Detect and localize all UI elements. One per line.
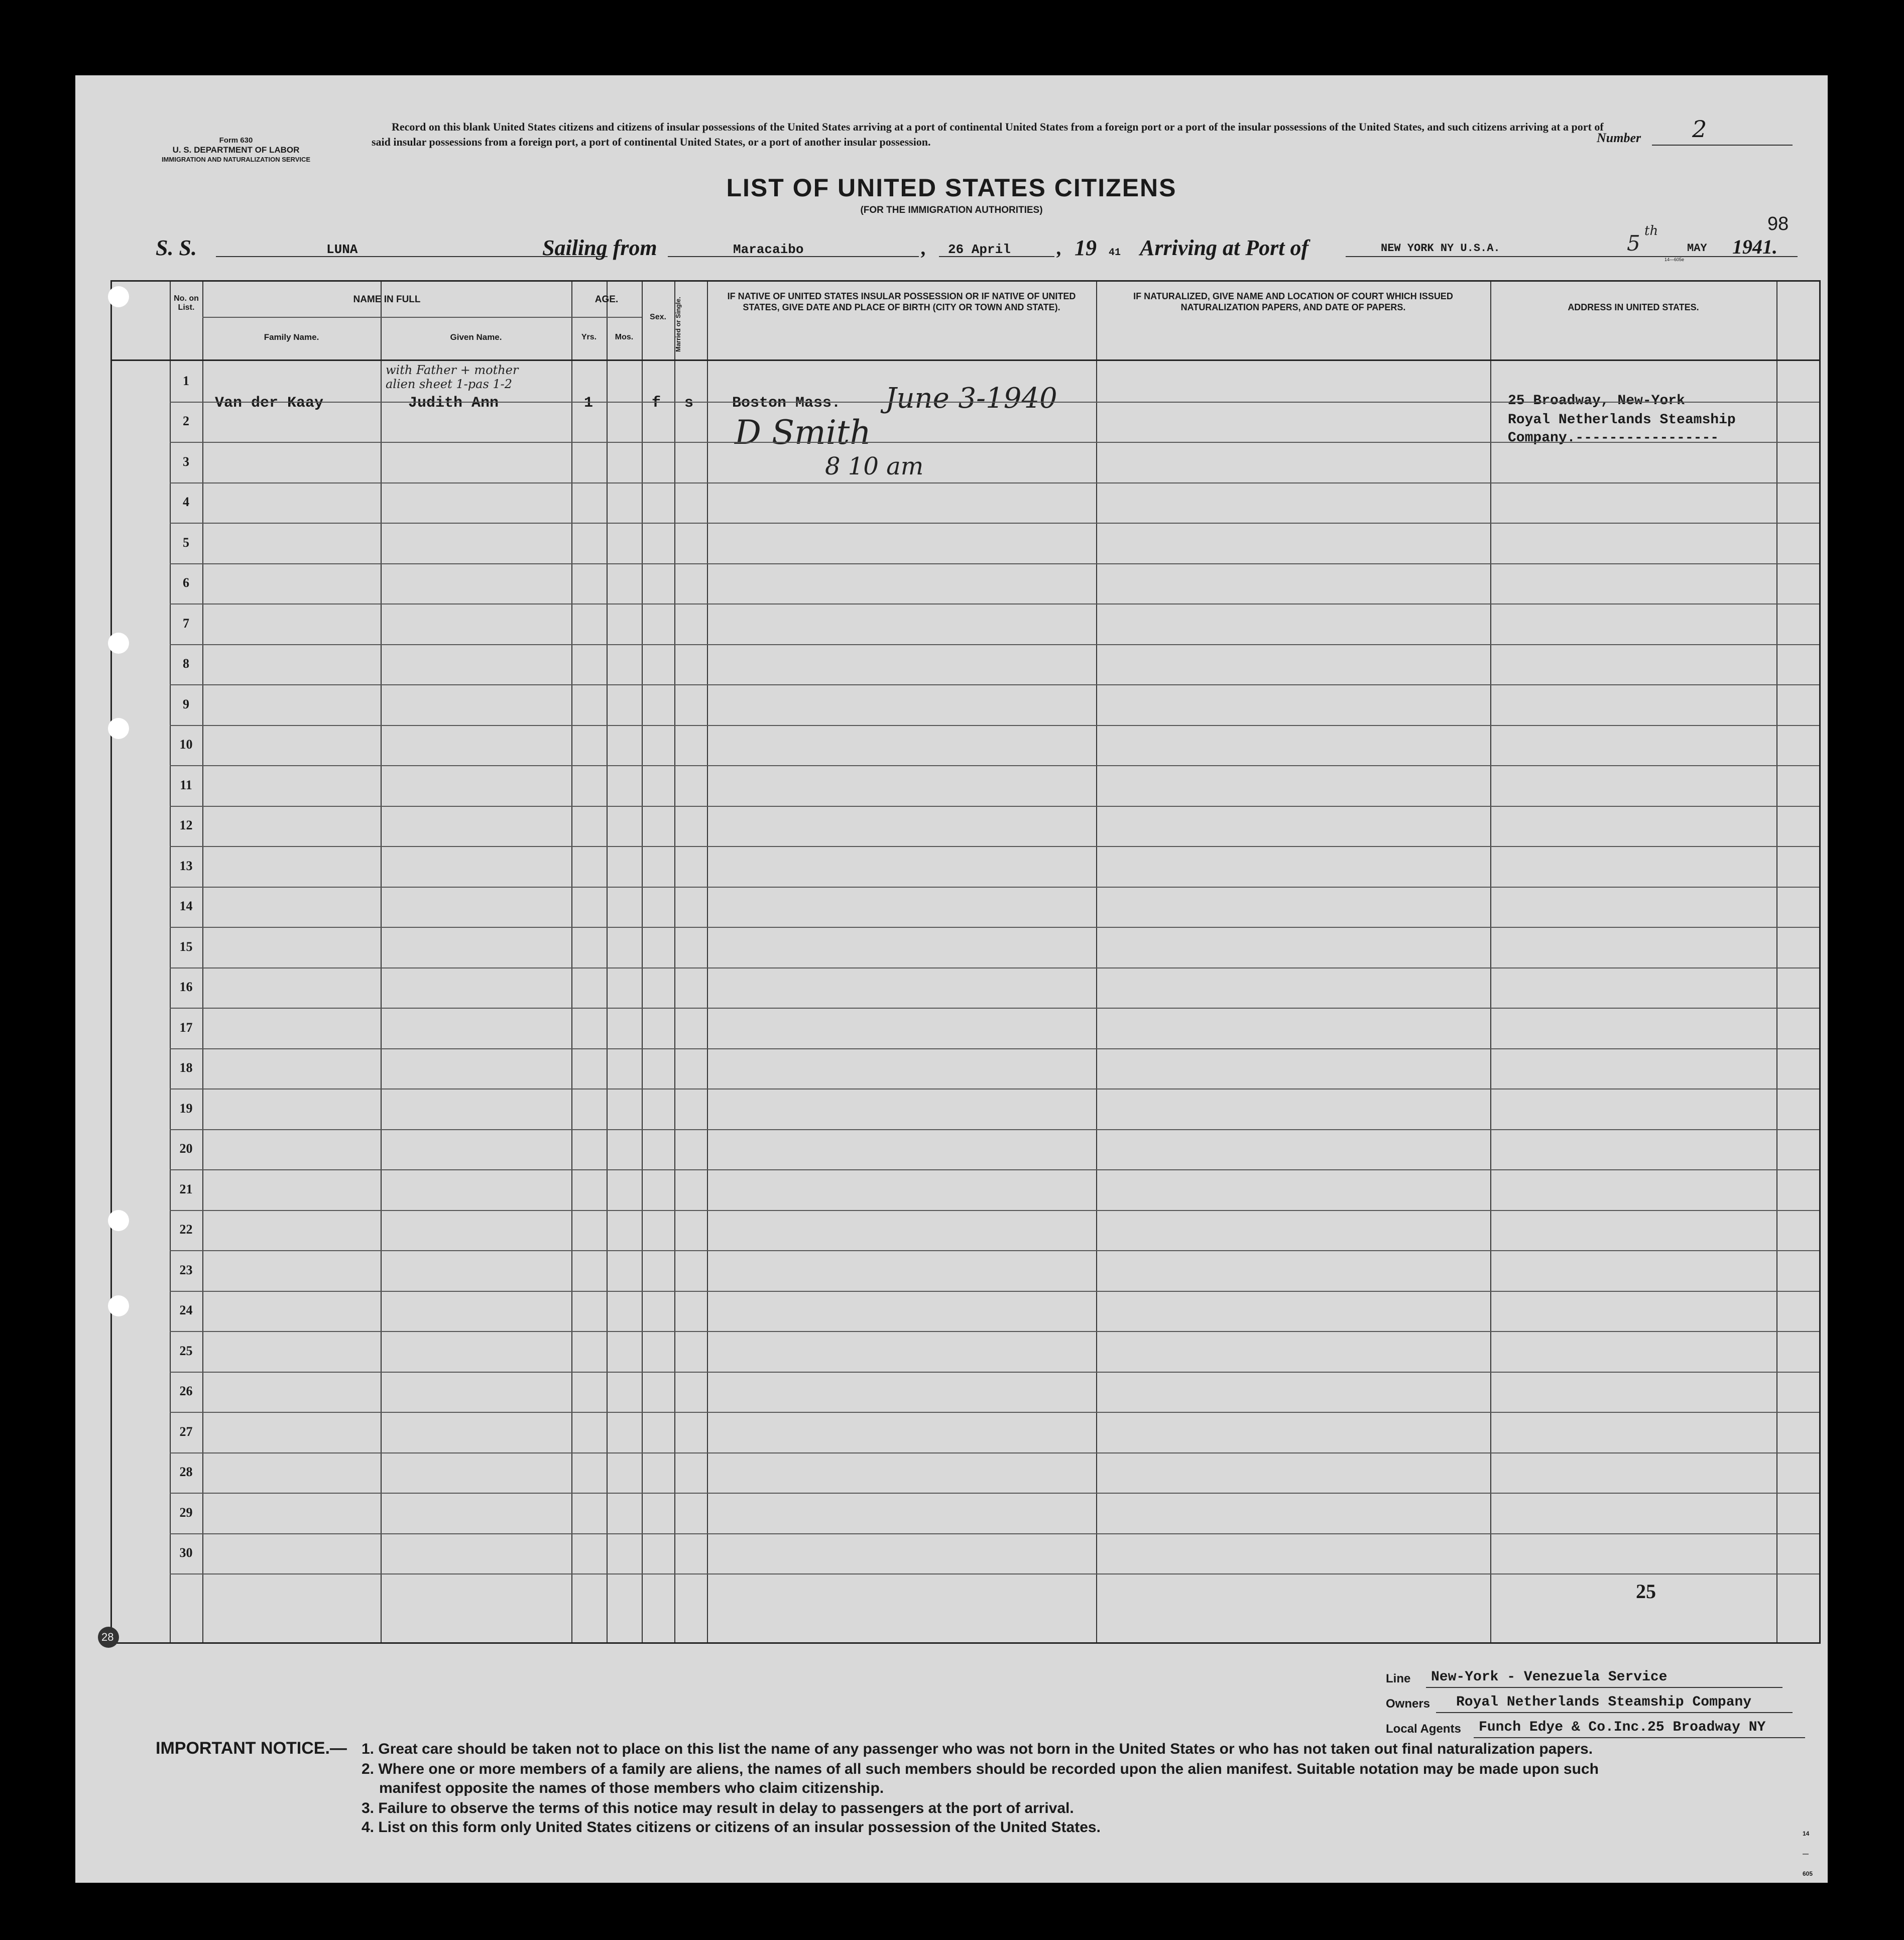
manifest-table: [110, 280, 1821, 1644]
row-line: [170, 967, 1819, 968]
number-label: Number: [1597, 131, 1641, 145]
department-name: U. S. DEPARTMENT OF LABOR: [172, 145, 300, 155]
arrival-year: 1941.: [1732, 235, 1777, 258]
row-number: 24: [179, 1303, 193, 1317]
col-divider: [1776, 282, 1777, 1642]
line-label: Line: [1386, 1672, 1411, 1685]
arriving-label: Arriving at Port of: [1140, 235, 1309, 260]
notice-item-1: 1. Great care should be taken not to place on this list the name of any passenger who was not born in the United States or who has not taken out final naturalization papers.: [362, 1741, 1593, 1757]
row-number: 8: [183, 656, 189, 671]
sailing-label: Sailing from: [542, 235, 657, 260]
row-line: [170, 1048, 1819, 1049]
form-instructions: Record on this blank United States citizens and citizens of insular possessions of the United States arriving at a port of continental United States from a foreign port or a port of the insular possessions of the United States, and such citizens arriving at a port of said insular possessions from a foreign port, a port of continental United States, or a port of another insular possession.: [372, 120, 1604, 148]
number-value: 2: [1692, 115, 1707, 143]
page-title: LIST OF UNITED STATES CITIZENS: [726, 174, 1177, 202]
header-married-single: Married or Single.: [674, 297, 682, 352]
service-name: IMMIGRATION AND NATURALIZATION SERVICE: [161, 156, 311, 163]
header-sex: Sex.: [650, 313, 666, 321]
header-bottom-rule: [112, 359, 1819, 361]
row-line: [170, 684, 1819, 685]
margin-mark: 28: [101, 1631, 114, 1643]
row-number: 6: [183, 575, 189, 590]
header-age: AGE.: [594, 294, 619, 305]
header-yrs: Yrs.: [581, 333, 597, 341]
col-divider: [707, 282, 708, 1642]
row-line: [170, 887, 1819, 888]
row-number: 13: [179, 858, 193, 873]
header-native: IF NATIVE OF UNITED STATES INSULAR POSSESSION OR IF NATIVE OF UNITED STATES, GIVE DATE AND PLACE OF BIRTH (CITY OR TOWN AND STATE).: [727, 291, 1076, 312]
notice-item-3: 3. Failure to observe the terms of this notice may result in delay to passengers at the port of arrival.: [362, 1800, 1074, 1816]
row-number: 25: [179, 1343, 193, 1358]
binder-hole: [108, 718, 129, 739]
binder-hole: [108, 1295, 129, 1316]
header-subdivider: [571, 317, 642, 318]
arrival-underline: [1346, 256, 1798, 257]
row-number: 21: [179, 1181, 193, 1196]
binder-hole: [108, 1210, 129, 1231]
owners-value: Royal Netherlands Steamship Company: [1456, 1694, 1752, 1710]
comma-1: ,: [921, 236, 926, 259]
entry-time: 8 10 am: [825, 452, 924, 480]
entry-annotation-line1: with Father + mother: [386, 363, 519, 377]
owners-underline: [1436, 1712, 1793, 1713]
row-line: [170, 1573, 1819, 1574]
ship-name: LUNA: [326, 242, 358, 257]
row-number: 20: [179, 1141, 193, 1156]
row-line: [170, 1291, 1819, 1292]
row-line: [170, 402, 1819, 403]
row-number: 17: [179, 1020, 193, 1035]
row-line: [170, 927, 1819, 928]
row-number: 1: [183, 373, 189, 388]
header-family-name: Family Name.: [264, 332, 319, 342]
manifest-sheet: [75, 75, 1828, 1883]
col-divider: [1490, 282, 1491, 1642]
binder-hole: [108, 633, 129, 654]
row-line: [170, 806, 1819, 807]
row-line: [170, 563, 1819, 564]
print-code: 14—605: [1803, 1830, 1813, 1877]
col-divider: [674, 282, 675, 1642]
row-number: 3: [183, 454, 189, 469]
row-number: 4: [183, 495, 189, 509]
arrival-day: 5: [1627, 231, 1640, 256]
agents-label: Local Agents: [1386, 1722, 1461, 1736]
header-mos: Mos.: [615, 333, 634, 341]
row-number: 27: [179, 1424, 193, 1439]
row-number: 9: [183, 696, 189, 711]
col-divider: [381, 282, 382, 1642]
header-name-in-full: NAME IN FULL: [353, 294, 421, 305]
row-number: 23: [179, 1262, 193, 1277]
row-number: 29: [179, 1505, 193, 1520]
arrival-day-suffix: th: [1644, 223, 1658, 238]
entry-signature: D Smith: [735, 413, 871, 452]
ss-label: S. S.: [156, 235, 197, 260]
row-line: [170, 1210, 1819, 1211]
row-line: [170, 1452, 1819, 1453]
row-line: [170, 603, 1819, 604]
entry-birth-date: June 3-1940: [885, 382, 1057, 415]
entry-sex: f: [652, 395, 661, 412]
row-number: 12: [179, 818, 193, 832]
entry-annotation-line2: alien sheet 1-pas 1-2: [386, 377, 513, 391]
header-subdivider: [202, 317, 571, 318]
notice-item-4: 4. List on this form only United States citizens or citizens of an insular possession of the United States.: [362, 1819, 1101, 1836]
printer-mark: 14—605e: [1664, 257, 1685, 262]
entry-address-line3: Company.-----------------: [1508, 430, 1719, 446]
row-number: 15: [179, 939, 193, 954]
notice-item-2a: 2. Where one or more members of a family are aliens, the names of all such members should be recorded upon the alien manifest. Suitable notation may be made upon such: [362, 1761, 1599, 1777]
col-divider: [1096, 282, 1097, 1642]
row-line: [170, 644, 1819, 645]
entry-birthplace: Boston Mass.: [732, 395, 841, 412]
year-prefix: 19: [1075, 235, 1097, 260]
row-number: 22: [179, 1222, 193, 1237]
binder-hole: [108, 286, 129, 307]
header-no-on-list: No. on List.: [174, 294, 199, 312]
sailing-date: 26 April: [948, 242, 1011, 257]
entry-family-name: Van der Kaay: [215, 395, 324, 412]
arrival-month: MAY: [1687, 242, 1707, 255]
bottom-mark: 25: [1636, 1580, 1656, 1603]
row-line: [170, 1169, 1819, 1170]
sailing-year: 41: [1109, 247, 1121, 259]
entry-marital-status: s: [684, 395, 694, 412]
comma-2: ,: [1057, 236, 1062, 259]
row-number: 28: [179, 1465, 193, 1479]
row-number: 26: [179, 1384, 193, 1398]
row-line: [170, 1533, 1819, 1534]
row-line: [170, 846, 1819, 847]
col-divider: [202, 282, 203, 1642]
col-divider: [607, 282, 608, 1642]
row-number: 11: [180, 777, 192, 792]
row-number: 7: [183, 616, 189, 631]
entry-address-line1: 25 Broadway, New-York: [1508, 393, 1685, 409]
row-line: [170, 523, 1819, 524]
agents-underline: [1474, 1737, 1805, 1738]
sheet-number: 98: [1767, 213, 1789, 234]
row-number: 16: [179, 980, 193, 994]
row-line: [170, 1008, 1819, 1009]
row-line: [170, 482, 1819, 483]
row-line: [170, 1412, 1819, 1413]
number-underline: [1652, 145, 1793, 146]
page-subtitle: (FOR THE IMMIGRATION AUTHORITIES): [860, 205, 1043, 215]
sailing-port: Maracaibo: [733, 242, 804, 257]
row-number: 18: [179, 1060, 193, 1075]
row-line: [170, 1331, 1819, 1332]
header-given-name: Given Name.: [450, 332, 502, 342]
row-line: [170, 442, 1819, 443]
entry-given-name: Judith Ann: [408, 395, 499, 412]
notice-item-2b: manifest opposite the names of those members who claim citizenship.: [379, 1780, 884, 1796]
form-number: Form 630: [219, 136, 253, 145]
entry-address-line2: Royal Netherlands Steamship: [1508, 412, 1736, 428]
row-number: 30: [179, 1545, 193, 1560]
row-line: [170, 725, 1819, 726]
row-line: [170, 1493, 1819, 1494]
line-underline: [1426, 1687, 1782, 1688]
row-number: 2: [183, 414, 189, 428]
line-value: New-York - Venezuela Service: [1431, 1669, 1668, 1685]
agents-value: Funch Edye & Co.Inc.25 Broadway NY: [1479, 1720, 1766, 1735]
header-address: ADDRESS IN UNITED STATES.: [1568, 302, 1699, 312]
row-line: [170, 1088, 1819, 1089]
col-divider: [642, 282, 643, 1642]
row-line: [170, 1129, 1819, 1130]
row-number: 14: [179, 899, 193, 913]
header-naturalized: IF NATURALIZED, GIVE NAME AND LOCATION OF COURT WHICH ISSUED NATURALIZATION PAPERS, AND DATE OF PAPERS.: [1133, 291, 1453, 312]
entry-age-years: 1: [584, 395, 593, 412]
row-number: 10: [179, 737, 193, 752]
row-number: 19: [179, 1101, 193, 1116]
form-identifier: [136, 136, 336, 164]
arrival-port: NEW YORK NY U.S.A.: [1381, 242, 1500, 255]
row-line: [170, 1372, 1819, 1373]
owners-label: Owners: [1386, 1697, 1431, 1711]
row-number: 5: [183, 535, 189, 550]
row-line: [170, 1250, 1819, 1251]
row-line: [170, 765, 1819, 766]
col-divider: [571, 282, 572, 1642]
notice-heading: IMPORTANT NOTICE.—: [156, 1739, 347, 1758]
